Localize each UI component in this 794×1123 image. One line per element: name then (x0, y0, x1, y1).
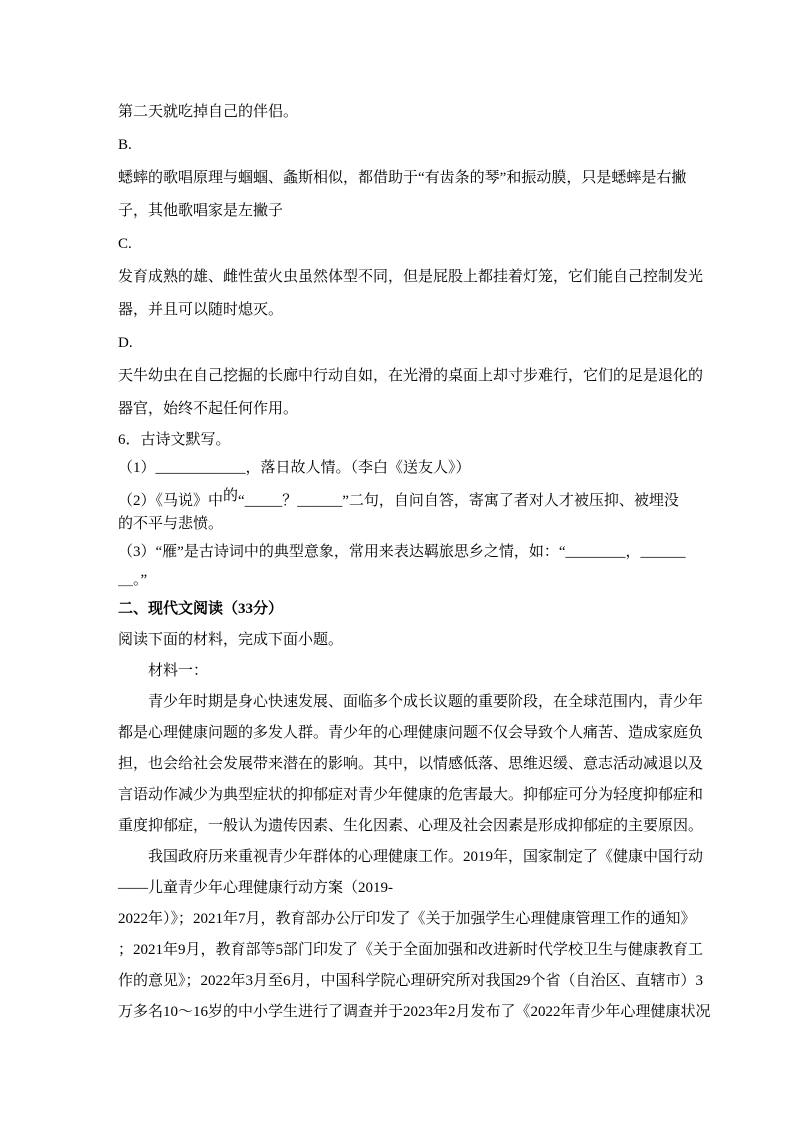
material-1-paragraph-2-line-1: 我国政府历来重视青少年群体的心理健康工作。2019年，国家制定了《健康中国行动 (148, 849, 704, 865)
section-2-heading: 二、现代文阅读（33分） (118, 601, 284, 617)
material-1-paragraph-2-line-4: ；2021年9月，教育部等5部门印发了《关于全面加强和改进新时代学校卫生与健康教育工 (118, 942, 704, 958)
option-c-text-line-2: 器，并且可以随时熄灭。 (118, 302, 284, 318)
question-6-item-1: （1）____________，落日故人情。（李白《送友人》） (118, 460, 471, 476)
question-6-title: 6．古诗文默写。 (118, 432, 231, 448)
material-1-paragraph-1-line-1: 青少年时期是身心快速发展、面临多个成长议题的重要阶段，在全球范围内，青少年 (148, 694, 704, 710)
option-d-label: D. (118, 335, 133, 351)
material-1-paragraph-1-line-2: 都是心理健康问题的多发人群。青少年的心理健康问题不仅会导致个人痛苦、造成家庭负 (118, 725, 704, 741)
option-b-text-line-2: 子，其他歌唱家是左撇子 (118, 203, 284, 219)
question-6-item-2-superscript: 的 (223, 488, 239, 504)
option-b-label: B. (118, 137, 132, 153)
page-text-content (118, 96, 711, 1028)
question-6-item-3-line-1: （3）“雁”是古诗词中的典型意象，常用来表达羁旅思乡之情，如：“________，______ (118, 544, 686, 560)
reading-instruction: 阅读下面的材料，完成下面小题。 (118, 632, 344, 648)
material-1-paragraph-2-line-3: 2022年）》；2021年7月，教育部办公厅印发了《关于加强学生心理健康管理工作的通知》 (118, 911, 696, 927)
option-b-text-line-1: 蟋蟀的歌唱原理与蝈蝈、螽斯相似，都借助于“有齿条的琴”和振动膜，只是蟋蟀是右撇 (118, 170, 687, 186)
material-1-paragraph-2-line-6: 万多名10～16岁的中小学生进行了调查并于2023年2月发布了《2022年青少年心理健康状况 (118, 1004, 711, 1020)
material-1-paragraph-1-line-4: 言语动作减少为典型症状的抑郁症对青少年健康的危害最大。抑郁症可分为轻度抑郁症和 (118, 787, 704, 803)
material-1-paragraph-1-line-5: 重度抑郁症，一般认为遗传因素、生化因素、心理及社会因素是形成抑郁症的主要原因。 (118, 818, 704, 834)
question-6-item-2-prefix: （2）《马说》中 (118, 493, 224, 509)
option-c-text-line-1: 发育成熟的雄、雌性萤火虫虽然体型不同，但是屁股上都挂着灯笼，它们能自己控制发光 (118, 269, 704, 285)
material-1-paragraph-2-line-5: 作的意见》；2022年3月至6月，中国科学院心理研究所对我国29个省（自治区、直辖市）3 (118, 973, 704, 989)
question-6-item-2-rest: “_____？______”二句，自问自答，寄寓了者对人才被压抑、被埋没 (238, 493, 679, 509)
material-1-paragraph-2-line-2: ——儿童青少年心理健康行动方案（2019- (118, 880, 393, 896)
question-6-item-2-line-2: 的不平与悲愤。 (118, 516, 224, 532)
question-6-item-2-line-1 (118, 482, 693, 510)
option-a-continuation-line: 第二天就吃掉自己的伴侣。 (118, 104, 299, 120)
option-d-text-line-2: 器官，始终不起任何作用。 (118, 401, 299, 417)
material-1-label: 材料一： (148, 663, 209, 679)
question-6-item-3-line-2: ＿。” (118, 572, 148, 588)
option-c-label: C. (118, 236, 132, 252)
option-d-text-line-1: 天牛幼虫在自己挖掘的长廊中行动自如，在光滑的桌面上却寸步难行，它们的足是退化的 (118, 368, 704, 384)
material-1-paragraph-1-line-3: 担，也会给社会发展带来潜在的影响。其中，以情感低落、思维迟缓、意志活动减退以及 (118, 756, 704, 772)
